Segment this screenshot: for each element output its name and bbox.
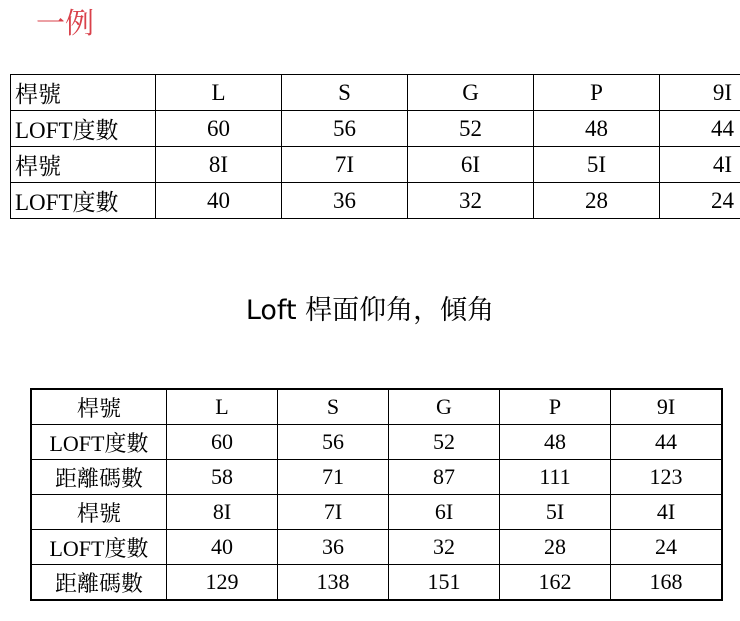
table-cell: G (389, 389, 500, 425)
table-cell: 56 (282, 111, 408, 147)
loft-distance-table (30, 388, 723, 601)
table-cell: 60 (167, 425, 278, 460)
table-cell: 9I (611, 389, 723, 425)
table-cell: 8I (167, 495, 278, 530)
table-cell: 58 (167, 460, 278, 495)
table-cell: 5I (500, 495, 611, 530)
row-label: LOFT度數 (31, 425, 167, 460)
table-cell: 4I (611, 495, 723, 530)
table-cell: 111 (500, 460, 611, 495)
table-cell: 36 (278, 530, 389, 565)
table-cell: P (500, 389, 611, 425)
row-label: 桿號 (31, 495, 167, 530)
table-row (11, 183, 740, 219)
table-cell: 71 (278, 460, 389, 495)
table-cell: 56 (278, 425, 389, 460)
table-cell: 7I (278, 495, 389, 530)
row-label: 距離碼數 (31, 460, 167, 495)
table-row (11, 111, 740, 147)
table-cell: L (167, 389, 278, 425)
table-cell: 6I (408, 147, 534, 183)
table-cell: 151 (389, 565, 500, 601)
table-cell: 123 (611, 460, 723, 495)
table-cell: 40 (156, 183, 282, 219)
row-label: 桿號 (31, 389, 167, 425)
table-row (31, 460, 722, 495)
table-cell: 40 (167, 530, 278, 565)
table-row (31, 425, 722, 460)
table-cell: 162 (500, 565, 611, 601)
table-row (31, 530, 722, 565)
table-cell: 44 (660, 111, 740, 147)
table-cell: 7I (282, 147, 408, 183)
table-cell: 6I (389, 495, 500, 530)
table-cell: 52 (408, 111, 534, 147)
table-cell: S (282, 75, 408, 111)
table-cell: 4I (660, 147, 740, 183)
table-cell: 28 (500, 530, 611, 565)
table-row (31, 565, 722, 601)
table-row (11, 147, 740, 183)
section-caption: Loft 桿面仰角，傾角 (245, 295, 495, 326)
row-label: 桿號 (11, 75, 156, 111)
table-cell: 60 (156, 111, 282, 147)
table-cell: 44 (611, 425, 723, 460)
table-cell: 8I (156, 147, 282, 183)
table-cell: 48 (534, 111, 660, 147)
table-row (31, 495, 722, 530)
table-cell: 9I (660, 75, 740, 111)
row-label: LOFT度數 (11, 183, 156, 219)
table-row (11, 75, 740, 111)
table-cell: 52 (389, 425, 500, 460)
table-cell: 36 (282, 183, 408, 219)
table-cell: 168 (611, 565, 723, 601)
table-cell: S (278, 389, 389, 425)
table-cell: G (408, 75, 534, 111)
table-cell: 24 (660, 183, 740, 219)
table-cell: 138 (278, 565, 389, 601)
row-label: LOFT度數 (31, 530, 167, 565)
table-cell: 48 (500, 425, 611, 460)
table-cell: 24 (611, 530, 723, 565)
row-label: 距離碼數 (31, 565, 167, 601)
table-cell: L (156, 75, 282, 111)
page-title: 一例 (36, 6, 95, 40)
table-cell: 87 (389, 460, 500, 495)
table-cell: 129 (167, 565, 278, 601)
table-cell: P (534, 75, 660, 111)
row-label: LOFT度數 (11, 111, 156, 147)
table-cell: 32 (389, 530, 500, 565)
loft-table-top (10, 74, 740, 219)
table-cell: 32 (408, 183, 534, 219)
table-cell: 28 (534, 183, 660, 219)
table-row (31, 389, 722, 425)
table-cell: 5I (534, 147, 660, 183)
row-label: 桿號 (11, 147, 156, 183)
